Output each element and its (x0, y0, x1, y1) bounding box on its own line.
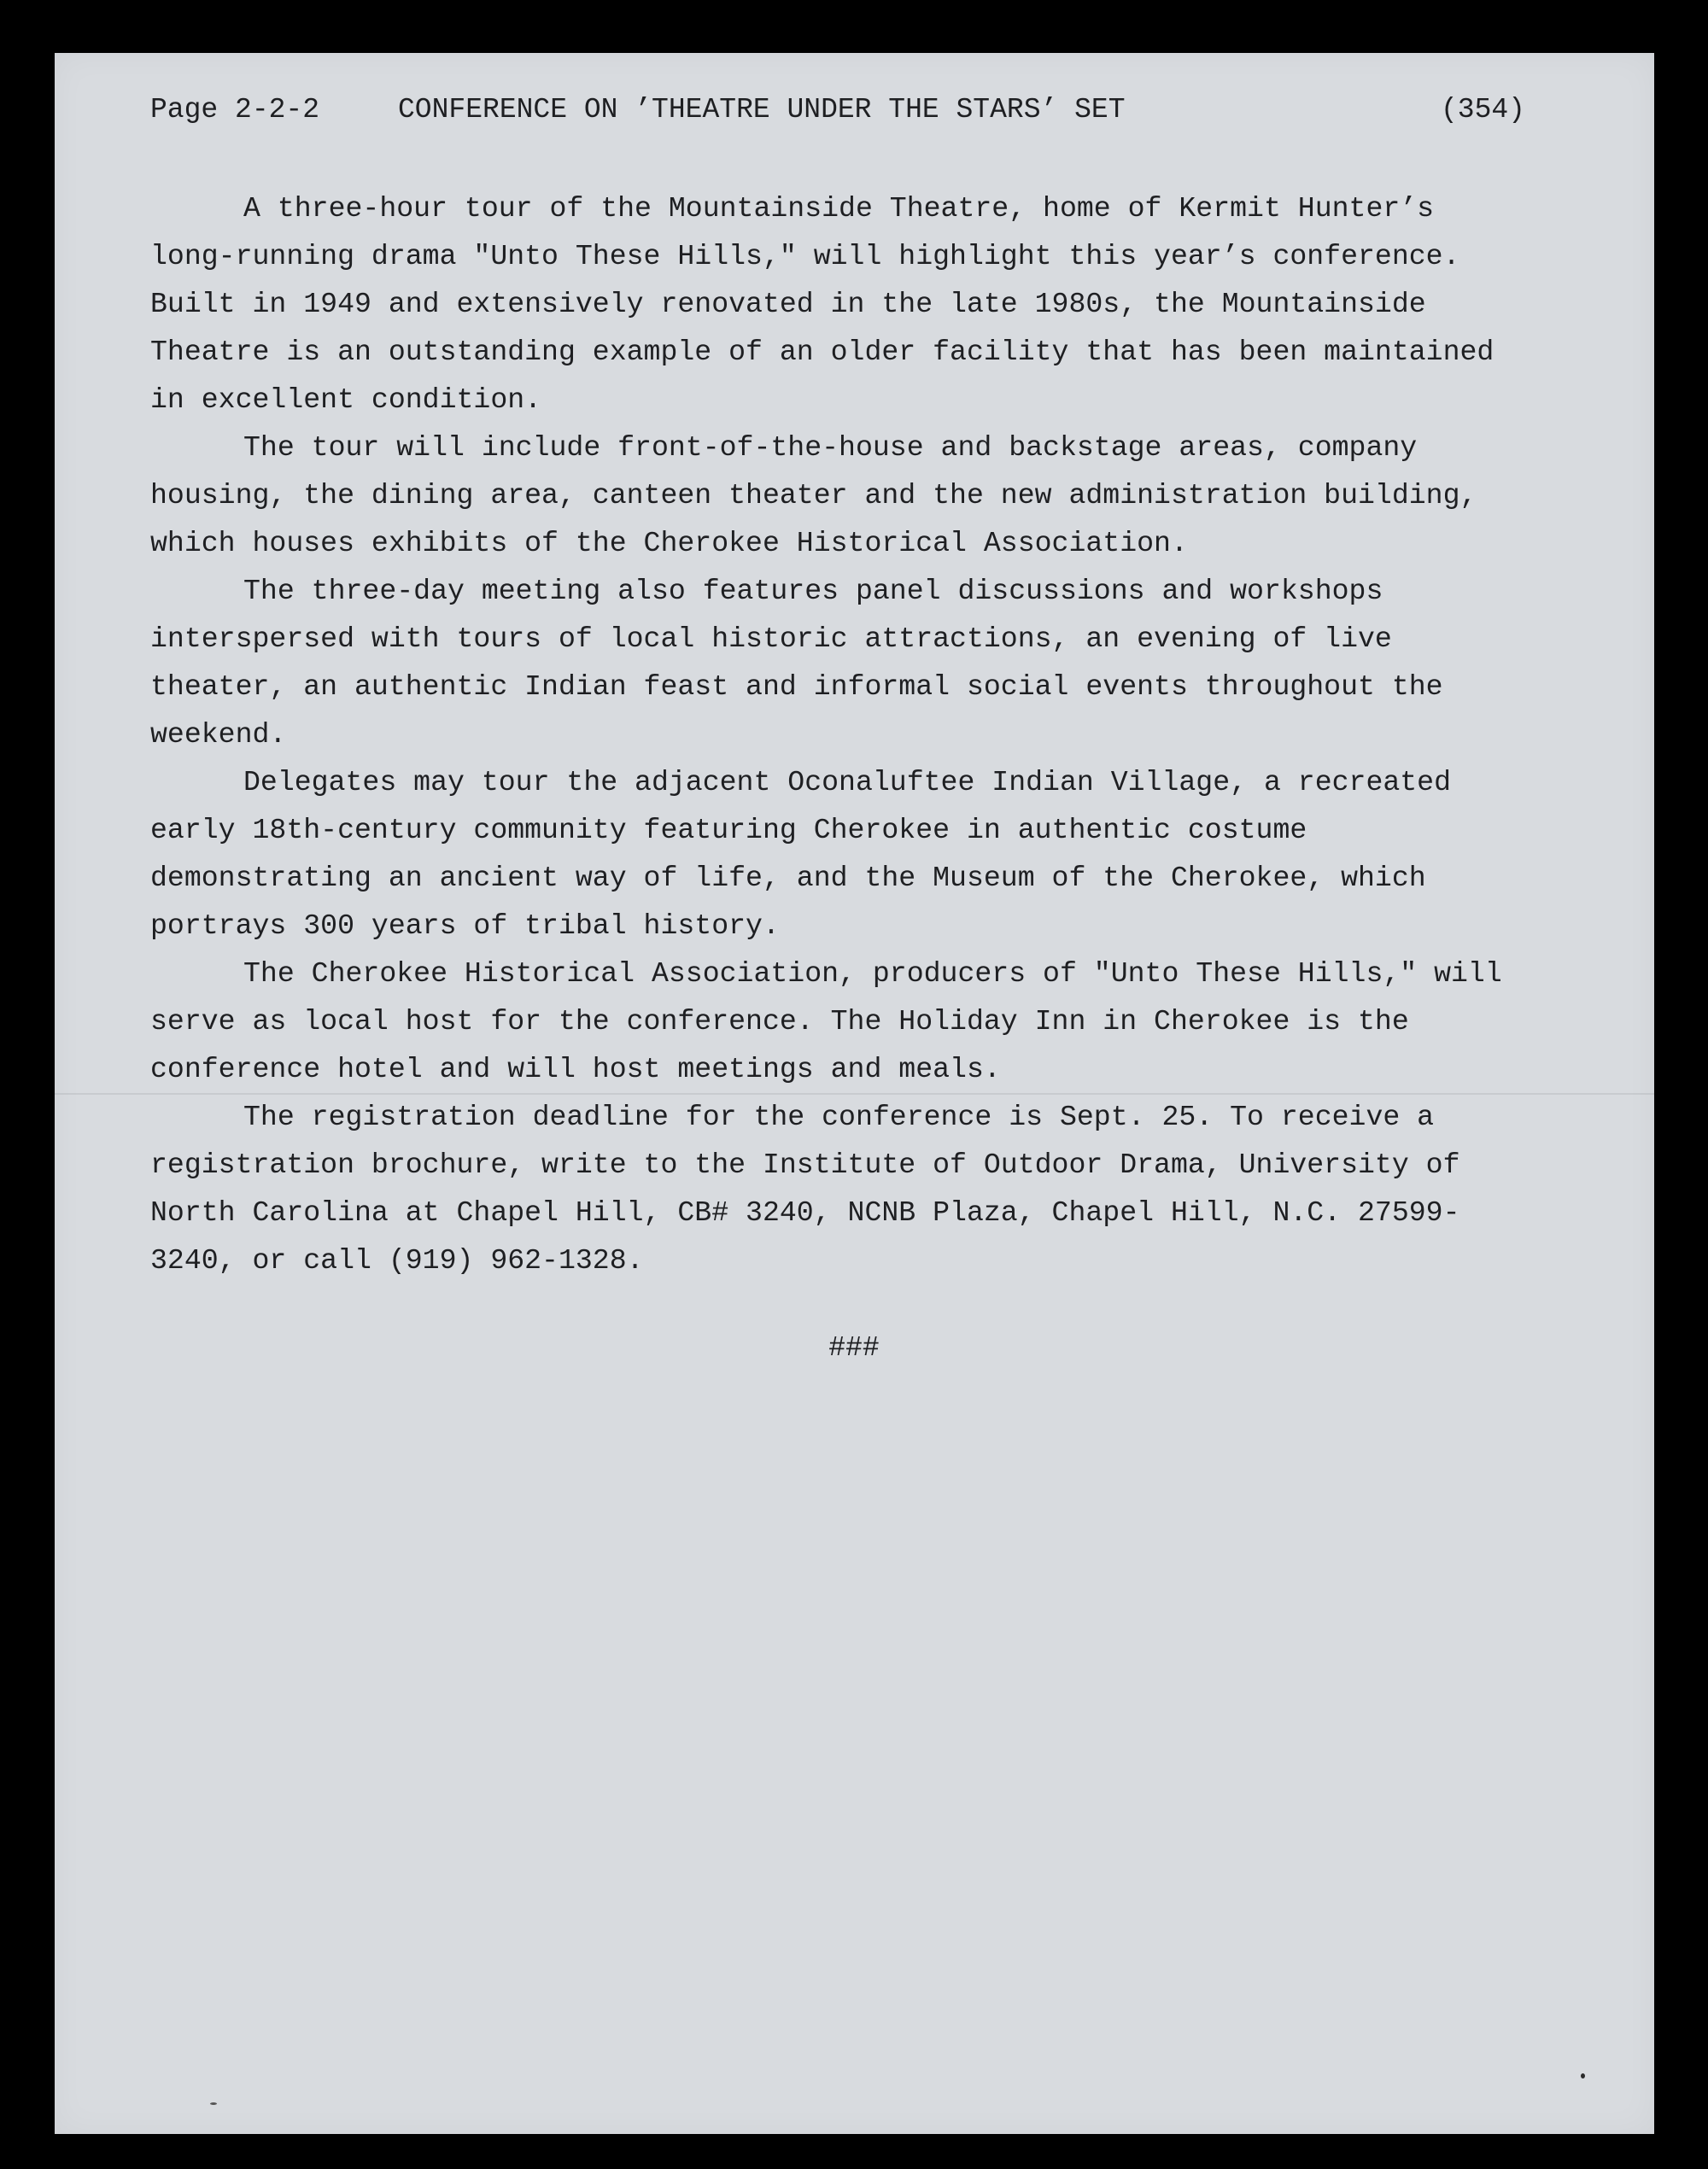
body-text (150, 184, 1534, 1284)
paragraph-meeting: The three-day meeting also features panel discussions and workshops interspersed with tours of local historic attractions, an evening of live theater, an authentic Indian feast and informal social events throughout the weekend. (150, 575, 1443, 751)
page-number: (354) (1440, 94, 1525, 126)
page-label: Page 2-2-2 (150, 94, 320, 126)
page-title: CONFERENCE ON ’THEATRE UNDER THE STARS’ SET (398, 94, 1126, 126)
scan-speck (210, 2102, 217, 2105)
paragraph-tour-areas: The tour will include front-of-the-house and backstage areas, company housing, the dining area, canteen theater and the new administration building, which houses exhibits of the Cherokee Historical Association. (150, 431, 1477, 559)
end-mark: ### (828, 1332, 880, 1364)
paragraph-host: The Cherokee Historical Association, producers of "Unto These Hills," will serve as local host for the conference. The Holiday Inn in Cherokee is the conference hotel and will host meetings and meals. (150, 957, 1502, 1085)
paragraph-tour: A three-hour tour of the Mountainside Theatre, home of Kermit Hunter’s long-running drama "Unto These Hills," will highlight this year’s conference. Built in 1949 and extensively renovated in the late 1980s, the Mountainside Theatre is an outstanding example of an older facility that has been maintained in excellent condition. (150, 192, 1494, 416)
paragraph-village: Delegates may tour the adjacent Oconaluftee Indian Village, a recreated early 18th-century community featuring Cherokee in authentic costume demonstrating an ancient way of life, and the Museum of the Cherokee, which portrays 300 years of tribal history. (150, 766, 1452, 942)
paragraph-registration: The registration deadline for the conference is Sept. 25. To receive a registration brochure, write to the Institute of Outdoor Drama, University of North Carolina at Chapel Hill, CB# 3240, NCNB Plaza, Chapel Hill, N.C. 27599-3240, or call (919) 962-1328. (150, 1101, 1460, 1277)
page-header (150, 94, 1525, 137)
scan-speck (1581, 2073, 1585, 2078)
